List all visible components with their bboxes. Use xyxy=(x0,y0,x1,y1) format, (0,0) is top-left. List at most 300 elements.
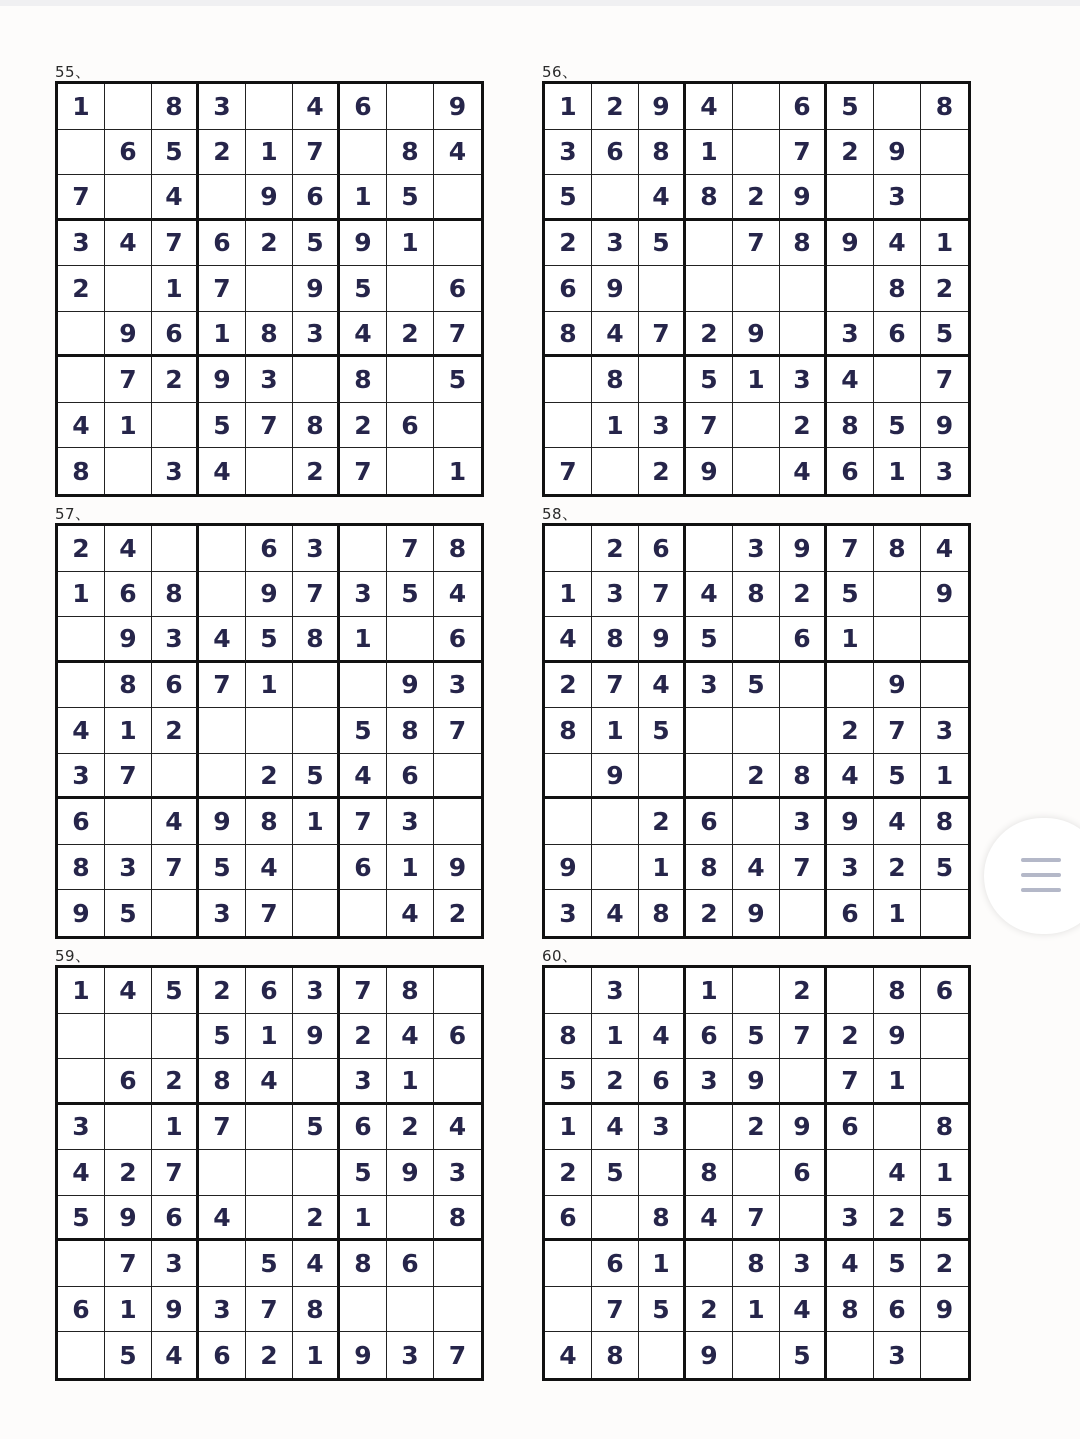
sudoku-cell: 3 xyxy=(780,357,827,403)
sudoku-cell: 3 xyxy=(780,1241,827,1287)
sudoku-cell: 7 xyxy=(639,572,686,618)
sudoku-cell: 1 xyxy=(545,572,592,618)
sudoku-cell: 5 xyxy=(340,708,387,754)
sudoku-puzzle-55 xyxy=(55,63,484,497)
sudoku-cell: 7 xyxy=(340,799,387,845)
sudoku-cell: 1 xyxy=(639,1241,686,1287)
sudoku-cell xyxy=(105,448,152,494)
sudoku-cell: 9 xyxy=(199,357,246,403)
sudoku-cell: 3 xyxy=(592,968,639,1014)
sudoku-cell: 8 xyxy=(592,357,639,403)
sudoku-cell: 2 xyxy=(921,1241,968,1287)
sudoku-cell xyxy=(780,708,827,754)
sudoku-cell: 4 xyxy=(639,663,686,709)
sudoku-cell: 7 xyxy=(340,448,387,494)
sudoku-cell: 8 xyxy=(921,84,968,130)
sudoku-cell: 3 xyxy=(293,526,340,572)
sudoku-cell xyxy=(827,1150,874,1196)
sudoku-cell: 2 xyxy=(921,266,968,312)
sudoku-cell: 2 xyxy=(639,448,686,494)
sudoku-cell: 2 xyxy=(152,1059,199,1105)
sudoku-cell: 4 xyxy=(105,221,152,267)
sudoku-cell xyxy=(921,663,968,709)
sudoku-cell: 9 xyxy=(921,1287,968,1333)
sudoku-cell: 9 xyxy=(921,572,968,618)
sudoku-cell: 7 xyxy=(733,1196,780,1242)
sudoku-cell: 8 xyxy=(639,890,686,936)
sudoku-cell xyxy=(199,1241,246,1287)
sudoku-cell: 8 xyxy=(686,175,733,221)
sudoku-cell xyxy=(921,175,968,221)
sudoku-puzzle-57 xyxy=(55,505,484,939)
sudoku-cell xyxy=(874,84,921,130)
sudoku-cell: 4 xyxy=(686,572,733,618)
sudoku-cell: 3 xyxy=(592,572,639,618)
sudoku-cell: 3 xyxy=(686,1059,733,1105)
sudoku-cell xyxy=(199,175,246,221)
sudoku-cell xyxy=(387,1287,434,1333)
sudoku-cell: 2 xyxy=(780,572,827,618)
sudoku-cell: 5 xyxy=(105,1332,152,1378)
sudoku-cell xyxy=(434,175,481,221)
sudoku-cell: 2 xyxy=(780,403,827,449)
sudoku-cell xyxy=(827,663,874,709)
sudoku-cell: 6 xyxy=(545,1196,592,1242)
sudoku-cell: 9 xyxy=(874,130,921,176)
sudoku-cell xyxy=(874,572,921,618)
sudoku-cell: 9 xyxy=(874,663,921,709)
sudoku-cell: 5 xyxy=(921,312,968,358)
sudoku-cell: 8 xyxy=(293,1287,340,1333)
sudoku-cell: 6 xyxy=(780,1150,827,1196)
sudoku-cell xyxy=(58,130,105,176)
sudoku-cell: 3 xyxy=(246,357,293,403)
sudoku-cell: 1 xyxy=(105,708,152,754)
sudoku-cell: 5 xyxy=(686,357,733,403)
sudoku-cell: 9 xyxy=(780,175,827,221)
sudoku-cell: 8 xyxy=(545,708,592,754)
sudoku-cell: 6 xyxy=(780,84,827,130)
sudoku-cell: 1 xyxy=(733,1287,780,1333)
sudoku-cell: 6 xyxy=(780,617,827,663)
sudoku-cell xyxy=(105,175,152,221)
sudoku-cell: 7 xyxy=(780,1014,827,1060)
sudoku-cell: 9 xyxy=(733,312,780,358)
sudoku-cell: 9 xyxy=(199,799,246,845)
puzzle-number-label: 55、 xyxy=(55,63,91,81)
sudoku-cell xyxy=(246,1150,293,1196)
sudoku-cell xyxy=(340,130,387,176)
sudoku-cell: 4 xyxy=(686,1196,733,1242)
sudoku-cell: 2 xyxy=(246,1332,293,1378)
sudoku-cell: 8 xyxy=(639,1196,686,1242)
sudoku-cell: 5 xyxy=(293,221,340,267)
sudoku-cell: 9 xyxy=(105,617,152,663)
sudoku-cell: 2 xyxy=(545,221,592,267)
sudoku-cell xyxy=(733,708,780,754)
sudoku-cell: 3 xyxy=(199,84,246,130)
sudoku-cell: 1 xyxy=(340,1196,387,1242)
sudoku-cell: 3 xyxy=(827,1196,874,1242)
sudoku-cell: 8 xyxy=(545,1014,592,1060)
sudoku-cell xyxy=(434,1287,481,1333)
sudoku-cell: 4 xyxy=(733,845,780,891)
sudoku-cell: 9 xyxy=(152,1287,199,1333)
sudoku-cell xyxy=(105,1014,152,1060)
sudoku-cell xyxy=(58,663,105,709)
sudoku-cell xyxy=(199,708,246,754)
sudoku-cell: 4 xyxy=(105,526,152,572)
sudoku-cell: 9 xyxy=(340,1332,387,1378)
sudoku-cell: 6 xyxy=(827,448,874,494)
sudoku-cell: 8 xyxy=(58,845,105,891)
sudoku-cell: 7 xyxy=(387,526,434,572)
sudoku-cell xyxy=(639,754,686,800)
sudoku-cell: 1 xyxy=(545,84,592,130)
sudoku-cell: 3 xyxy=(686,663,733,709)
sudoku-cell: 4 xyxy=(293,84,340,130)
sudoku-cell: 1 xyxy=(592,708,639,754)
puzzle-number-label: 60、 xyxy=(542,947,578,965)
sudoku-cell: 9 xyxy=(686,1332,733,1378)
sudoku-cell: 3 xyxy=(874,175,921,221)
sudoku-cell: 1 xyxy=(921,1150,968,1196)
sudoku-cell: 1 xyxy=(340,175,387,221)
sudoku-cell: 1 xyxy=(246,130,293,176)
sudoku-cell xyxy=(921,617,968,663)
sudoku-cell: 7 xyxy=(105,754,152,800)
sudoku-cell: 6 xyxy=(152,312,199,358)
sudoku-cell: 7 xyxy=(592,663,639,709)
sudoku-cell: 8 xyxy=(686,1150,733,1196)
sudoku-cell: 4 xyxy=(434,1105,481,1151)
sudoku-cell xyxy=(592,448,639,494)
sudoku-cell: 3 xyxy=(105,845,152,891)
sudoku-cell: 6 xyxy=(387,403,434,449)
sudoku-cell xyxy=(58,1059,105,1105)
sudoku-cell: 1 xyxy=(592,403,639,449)
sudoku-cell: 1 xyxy=(639,845,686,891)
sudoku-cell xyxy=(592,845,639,891)
sudoku-cell: 7 xyxy=(199,663,246,709)
sudoku-cell: 8 xyxy=(686,845,733,891)
sudoku-cell: 8 xyxy=(387,708,434,754)
sudoku-cell xyxy=(639,266,686,312)
sudoku-cell xyxy=(293,890,340,936)
sudoku-cell xyxy=(105,266,152,312)
sudoku-cell xyxy=(340,526,387,572)
sudoku-cell: 5 xyxy=(545,175,592,221)
sudoku-cell: 8 xyxy=(152,84,199,130)
sudoku-cell xyxy=(387,448,434,494)
sudoku-cell: 8 xyxy=(105,663,152,709)
sudoku-cell xyxy=(686,526,733,572)
sudoku-cell: 5 xyxy=(686,617,733,663)
sudoku-cell: 6 xyxy=(434,617,481,663)
sudoku-cell xyxy=(921,1014,968,1060)
sudoku-cell xyxy=(105,799,152,845)
sudoku-cell: 8 xyxy=(874,526,921,572)
sudoku-grid xyxy=(55,523,484,939)
sudoku-cell: 8 xyxy=(387,130,434,176)
sudoku-cell: 8 xyxy=(340,357,387,403)
puzzle-number-label: 56、 xyxy=(542,63,578,81)
sudoku-cell: 3 xyxy=(545,130,592,176)
sudoku-cell: 7 xyxy=(874,708,921,754)
sudoku-cell xyxy=(387,266,434,312)
sudoku-cell: 4 xyxy=(592,312,639,358)
sudoku-cell: 1 xyxy=(686,130,733,176)
sudoku-cell xyxy=(152,754,199,800)
sudoku-cell: 7 xyxy=(545,448,592,494)
sudoku-cell: 9 xyxy=(246,175,293,221)
sudoku-cell: 5 xyxy=(827,84,874,130)
sudoku-cell: 9 xyxy=(592,266,639,312)
sudoku-cell xyxy=(152,1014,199,1060)
sudoku-cell xyxy=(387,357,434,403)
sudoku-cell: 4 xyxy=(545,1332,592,1378)
sudoku-cell: 2 xyxy=(545,663,592,709)
sudoku-cell: 2 xyxy=(340,1014,387,1060)
sudoku-cell xyxy=(545,357,592,403)
floating-menu-button[interactable] xyxy=(984,818,1080,934)
sudoku-cell: 4 xyxy=(545,617,592,663)
sudoku-cell: 6 xyxy=(340,84,387,130)
sudoku-cell: 3 xyxy=(152,1241,199,1287)
sudoku-cell: 6 xyxy=(199,1332,246,1378)
sudoku-cell xyxy=(434,754,481,800)
sudoku-cell: 8 xyxy=(874,266,921,312)
sudoku-puzzle-59 xyxy=(55,947,484,1381)
sudoku-cell: 3 xyxy=(387,1332,434,1378)
sudoku-cell xyxy=(199,754,246,800)
sudoku-cell xyxy=(58,1014,105,1060)
sudoku-cell: 6 xyxy=(246,526,293,572)
sudoku-cell: 2 xyxy=(592,84,639,130)
sudoku-cell xyxy=(639,1332,686,1378)
sudoku-cell: 3 xyxy=(545,890,592,936)
sudoku-cell: 2 xyxy=(199,130,246,176)
sudoku-cell: 4 xyxy=(340,312,387,358)
sudoku-cell: 6 xyxy=(152,1196,199,1242)
sudoku-cell xyxy=(780,312,827,358)
sudoku-cell xyxy=(780,1059,827,1105)
sudoku-cell: 6 xyxy=(545,266,592,312)
sudoku-cell: 3 xyxy=(58,1105,105,1151)
sudoku-cell: 7 xyxy=(921,357,968,403)
sudoku-cell: 6 xyxy=(340,845,387,891)
sudoku-grid xyxy=(542,523,971,939)
sudoku-cell: 5 xyxy=(434,357,481,403)
sudoku-cell xyxy=(921,130,968,176)
sudoku-cell: 9 xyxy=(387,1150,434,1196)
sudoku-cell: 7 xyxy=(434,312,481,358)
sudoku-cell: 4 xyxy=(152,799,199,845)
sudoku-cell: 7 xyxy=(152,1150,199,1196)
sudoku-cell: 4 xyxy=(434,572,481,618)
sudoku-cell: 8 xyxy=(780,754,827,800)
sudoku-cell: 2 xyxy=(733,1105,780,1151)
sudoku-cell: 3 xyxy=(58,754,105,800)
sudoku-cell: 6 xyxy=(340,1105,387,1151)
sudoku-cell xyxy=(733,130,780,176)
sudoku-cell: 2 xyxy=(686,1287,733,1333)
sudoku-cell: 3 xyxy=(733,526,780,572)
sudoku-cell xyxy=(152,526,199,572)
sudoku-cell: 2 xyxy=(387,312,434,358)
sudoku-cell: 1 xyxy=(58,572,105,618)
sudoku-cell: 2 xyxy=(340,403,387,449)
sudoku-cell: 6 xyxy=(827,890,874,936)
sudoku-cell: 4 xyxy=(293,1241,340,1287)
sudoku-cell: 7 xyxy=(293,130,340,176)
sudoku-cell xyxy=(639,1150,686,1196)
sudoku-cell: 5 xyxy=(639,221,686,267)
sudoku-cell: 9 xyxy=(733,1059,780,1105)
sudoku-cell: 6 xyxy=(246,968,293,1014)
sudoku-cell: 6 xyxy=(387,1241,434,1287)
sudoku-cell: 8 xyxy=(639,130,686,176)
sudoku-cell: 2 xyxy=(58,526,105,572)
sudoku-cell: 3 xyxy=(152,617,199,663)
sudoku-grid xyxy=(542,81,971,497)
sudoku-cell: 1 xyxy=(105,1287,152,1333)
sudoku-cell: 9 xyxy=(733,890,780,936)
sudoku-cell xyxy=(434,221,481,267)
sudoku-cell: 4 xyxy=(592,890,639,936)
sudoku-cell: 4 xyxy=(152,1332,199,1378)
sudoku-cell: 3 xyxy=(827,845,874,891)
sudoku-cell xyxy=(592,1196,639,1242)
sudoku-cell: 2 xyxy=(780,968,827,1014)
sudoku-cell: 6 xyxy=(639,1059,686,1105)
sudoku-cell: 3 xyxy=(387,799,434,845)
sudoku-cell: 9 xyxy=(434,84,481,130)
sudoku-cell xyxy=(340,1287,387,1333)
sudoku-cell: 6 xyxy=(827,1105,874,1151)
sudoku-cell xyxy=(58,617,105,663)
sudoku-cell: 5 xyxy=(874,403,921,449)
sudoku-cell: 5 xyxy=(105,890,152,936)
sudoku-cell: 5 xyxy=(58,1196,105,1242)
sudoku-cell: 4 xyxy=(827,754,874,800)
sudoku-cell: 9 xyxy=(639,617,686,663)
sudoku-cell: 9 xyxy=(387,663,434,709)
sudoku-cell: 2 xyxy=(592,526,639,572)
sudoku-cell xyxy=(58,1241,105,1287)
sudoku-grid xyxy=(542,965,971,1381)
sudoku-cell: 8 xyxy=(545,312,592,358)
sudoku-cell: 2 xyxy=(293,1196,340,1242)
sudoku-cell: 4 xyxy=(199,1196,246,1242)
sudoku-cell xyxy=(733,1150,780,1196)
sudoku-cell: 8 xyxy=(387,968,434,1014)
sudoku-cell xyxy=(246,84,293,130)
sudoku-cell: 2 xyxy=(387,1105,434,1151)
sudoku-cell: 7 xyxy=(827,1059,874,1105)
sudoku-cell: 1 xyxy=(246,1014,293,1060)
sudoku-cell xyxy=(733,266,780,312)
sudoku-cell: 1 xyxy=(592,1014,639,1060)
sudoku-cell xyxy=(921,1059,968,1105)
sudoku-cell: 8 xyxy=(592,1332,639,1378)
sudoku-cell: 7 xyxy=(686,403,733,449)
sudoku-cell: 3 xyxy=(58,221,105,267)
sudoku-cell: 5 xyxy=(246,617,293,663)
sudoku-cell: 1 xyxy=(105,403,152,449)
sudoku-cell xyxy=(545,754,592,800)
sudoku-cell xyxy=(58,357,105,403)
sudoku-cell: 6 xyxy=(387,754,434,800)
sudoku-cell: 3 xyxy=(434,1150,481,1196)
sudoku-cell: 4 xyxy=(58,708,105,754)
sudoku-cell: 2 xyxy=(874,845,921,891)
sudoku-cell xyxy=(105,1105,152,1151)
sudoku-cell: 6 xyxy=(105,1059,152,1105)
sudoku-cell: 8 xyxy=(246,799,293,845)
sudoku-cell: 7 xyxy=(105,357,152,403)
sudoku-cell xyxy=(686,1105,733,1151)
sudoku-cell xyxy=(58,1332,105,1378)
sudoku-puzzle-60 xyxy=(542,947,971,1381)
sudoku-cell: 7 xyxy=(58,175,105,221)
sudoku-cell: 1 xyxy=(152,266,199,312)
sudoku-cell xyxy=(545,1287,592,1333)
sudoku-cell: 6 xyxy=(921,968,968,1014)
sudoku-cell: 5 xyxy=(592,1150,639,1196)
sudoku-cell xyxy=(545,799,592,845)
sudoku-cell: 2 xyxy=(545,1150,592,1196)
sudoku-cell: 2 xyxy=(686,890,733,936)
sudoku-cell: 2 xyxy=(827,1014,874,1060)
sudoku-cell xyxy=(246,708,293,754)
sudoku-cell: 1 xyxy=(921,221,968,267)
sudoku-cell: 8 xyxy=(434,526,481,572)
sudoku-cell xyxy=(733,799,780,845)
sudoku-cell: 8 xyxy=(921,799,968,845)
sudoku-cell: 5 xyxy=(874,1241,921,1287)
sudoku-cell: 5 xyxy=(733,663,780,709)
sudoku-cell xyxy=(246,266,293,312)
sudoku-cell: 8 xyxy=(827,403,874,449)
sudoku-cell: 9 xyxy=(246,572,293,618)
sudoku-cell: 3 xyxy=(199,890,246,936)
sudoku-cell: 6 xyxy=(293,175,340,221)
sudoku-cell: 4 xyxy=(387,890,434,936)
sudoku-cell xyxy=(874,1105,921,1151)
sudoku-cell: 1 xyxy=(58,84,105,130)
sudoku-cell: 7 xyxy=(448,1340,467,1370)
sudoku-cell: 6 xyxy=(874,312,921,358)
sudoku-cell xyxy=(434,1059,481,1105)
sudoku-cell: 4 xyxy=(780,448,827,494)
sudoku-cell: 1 xyxy=(387,221,434,267)
sudoku-cell: 7 xyxy=(780,130,827,176)
sudoku-cell: 7 xyxy=(152,845,199,891)
sudoku-cell xyxy=(434,968,481,1014)
sudoku-cell: 3 xyxy=(639,403,686,449)
sudoku-cell xyxy=(686,266,733,312)
sudoku-cell: 1 xyxy=(293,799,340,845)
sudoku-cell: 4 xyxy=(387,1014,434,1060)
sudoku-cell: 5 xyxy=(827,572,874,618)
sudoku-cell: 5 xyxy=(387,572,434,618)
sudoku-cell xyxy=(874,617,921,663)
sudoku-cell xyxy=(733,1332,780,1378)
sudoku-cell: 4 xyxy=(246,845,293,891)
sudoku-cell xyxy=(152,890,199,936)
sudoku-cell: 1 xyxy=(387,845,434,891)
